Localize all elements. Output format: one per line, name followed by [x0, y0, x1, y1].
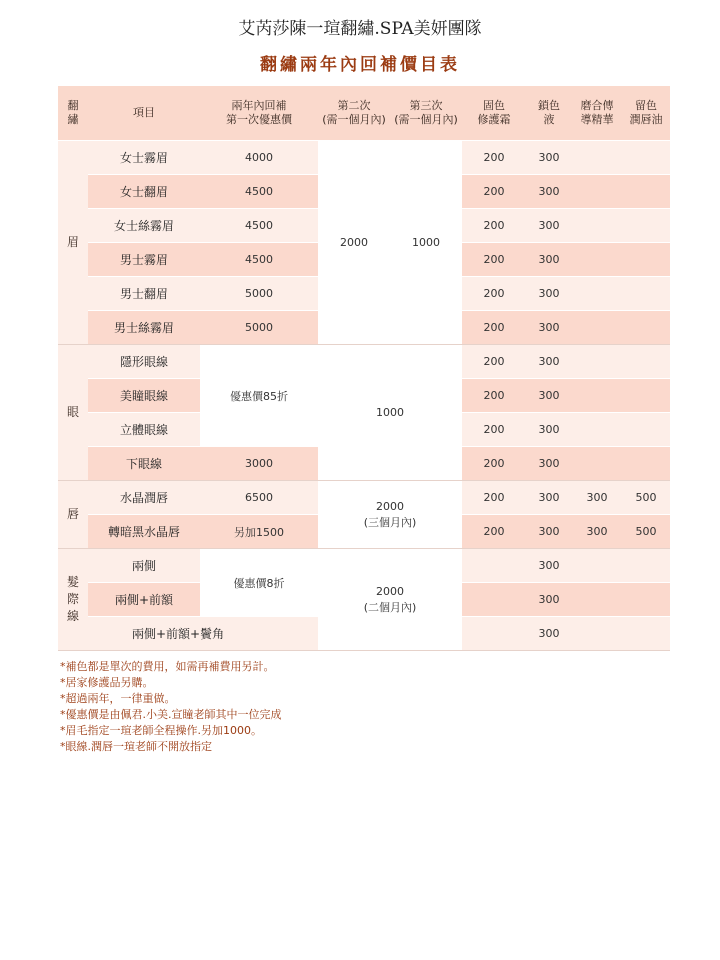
- item-name: 兩側: [88, 549, 200, 583]
- lock-price: 300: [526, 515, 572, 549]
- lock-price: 300: [526, 277, 572, 311]
- item-name: 兩側+前額: [88, 583, 200, 617]
- header-category: 翻 繡: [58, 86, 88, 141]
- essence-price: [572, 243, 622, 277]
- oil-price: [622, 413, 670, 447]
- header-second: 第二次 (需一個月內): [318, 86, 390, 141]
- essence-price: [572, 583, 622, 617]
- lock-price: 300: [526, 141, 572, 175]
- header-lip-oil: 留色 潤唇油: [622, 86, 670, 141]
- table-row: [58, 345, 670, 379]
- lock-price: 300: [526, 379, 572, 413]
- hair-second-price: 2000 (二個月內): [318, 549, 462, 651]
- first-price: 4500: [200, 209, 318, 243]
- table-row: [58, 141, 670, 175]
- oil-price: [622, 583, 670, 617]
- fix-price: 200: [462, 481, 526, 515]
- essence-price: [572, 413, 622, 447]
- brow-third-price: 1000: [390, 141, 462, 345]
- table-row: [58, 481, 670, 515]
- first-price: 5000: [200, 311, 318, 345]
- header-item: 項目: [88, 86, 200, 141]
- essence-price: 300: [572, 515, 622, 549]
- oil-price: [622, 243, 670, 277]
- essence-price: [572, 549, 622, 583]
- lock-price: 300: [526, 617, 572, 651]
- table-header-row: [58, 86, 670, 141]
- fix-price: 200: [462, 209, 526, 243]
- essence-price: [572, 209, 622, 243]
- oil-price: [622, 379, 670, 413]
- lock-price: 300: [526, 481, 572, 515]
- essence-price: [572, 175, 622, 209]
- fix-price: 200: [462, 345, 526, 379]
- item-name: 男士絲霧眉: [88, 311, 200, 345]
- table-subtitle: 翻繡兩年內回補價目表: [260, 55, 460, 75]
- fix-price: [462, 549, 526, 583]
- item-name: 女士霧眉: [88, 141, 200, 175]
- header-first: 兩年內回補 第一次優惠價: [200, 86, 318, 141]
- item-name: 水晶潤唇: [88, 481, 200, 515]
- footnote: *眉毛指定一瑄老師全程操作.另加1000。: [60, 724, 262, 737]
- essence-price: [572, 345, 622, 379]
- oil-price: [622, 345, 670, 379]
- fix-price: [462, 583, 526, 617]
- header-lock-liquid: 鎖色 液: [526, 86, 572, 141]
- oil-price: [622, 209, 670, 243]
- fix-price: 200: [462, 175, 526, 209]
- lock-price: 300: [526, 583, 572, 617]
- lock-price: 300: [526, 209, 572, 243]
- table-row: [58, 549, 670, 583]
- price-table: [58, 86, 670, 651]
- footnote: *眼線.潤唇一瑄老師不開放指定: [60, 740, 212, 753]
- fix-price: 200: [462, 379, 526, 413]
- item-name: 男士霧眉: [88, 243, 200, 277]
- oil-price: 500: [622, 481, 670, 515]
- item-name: 隱形眼線: [88, 345, 200, 379]
- lock-price: 300: [526, 413, 572, 447]
- essence-price: [572, 311, 622, 345]
- item-name: 兩側+前額+鬢角: [88, 617, 318, 651]
- lip-second-price: 2000 (三個月內): [318, 481, 462, 549]
- lock-price: 300: [526, 345, 572, 379]
- item-name: 美瞳眼線: [88, 379, 200, 413]
- oil-price: [622, 549, 670, 583]
- hair-first-discount: 優惠價8折: [200, 549, 318, 617]
- footnotes: [60, 659, 282, 755]
- fix-price: 200: [462, 141, 526, 175]
- item-name: 下眼線: [88, 447, 200, 481]
- first-price: 6500: [200, 481, 318, 515]
- lock-price: 300: [526, 175, 572, 209]
- first-price: 3000: [200, 447, 318, 481]
- footnote: *超過兩年，一律重做。: [60, 692, 176, 705]
- brow-second-price: 2000: [318, 141, 390, 345]
- item-name: 女士絲霧眉: [88, 209, 200, 243]
- item-name: 轉暗黑水晶唇: [88, 515, 200, 549]
- eye-second-price: 1000: [318, 345, 462, 481]
- footnote: *居家修護品另購。: [60, 676, 154, 689]
- first-price: 4500: [200, 243, 318, 277]
- item-name: 立體眼線: [88, 413, 200, 447]
- item-name: 女士翻眉: [88, 175, 200, 209]
- oil-price: [622, 277, 670, 311]
- essence-price: [572, 447, 622, 481]
- lock-price: 300: [526, 243, 572, 277]
- essence-price: 300: [572, 481, 622, 515]
- eye-first-discount: 優惠價85折: [200, 345, 318, 447]
- fix-price: 200: [462, 515, 526, 549]
- lock-price: 300: [526, 549, 572, 583]
- oil-price: [622, 175, 670, 209]
- oil-price: 500: [622, 515, 670, 549]
- essence-price: [572, 277, 622, 311]
- first-price: 4500: [200, 175, 318, 209]
- category-brow: 眉: [58, 141, 88, 345]
- category-hairline: 髮 際 線: [58, 549, 88, 651]
- footnote: *補色都是單次的費用，如需再補費用另計。: [60, 660, 275, 673]
- page-title: 艾芮莎陳一瑄翻繡.SPA美妍團隊: [238, 19, 482, 39]
- first-price: 4000: [200, 141, 318, 175]
- fix-price: 200: [462, 413, 526, 447]
- fix-price: [462, 617, 526, 651]
- oil-price: [622, 311, 670, 345]
- item-name: 男士翻眉: [88, 277, 200, 311]
- essence-price: [572, 617, 622, 651]
- oil-price: [622, 617, 670, 651]
- first-price: 另加1500: [200, 515, 318, 549]
- lock-price: 300: [526, 447, 572, 481]
- fix-price: 200: [462, 447, 526, 481]
- lock-price: 300: [526, 311, 572, 345]
- header-third: 第三次 (需一個月內): [390, 86, 462, 141]
- essence-price: [572, 141, 622, 175]
- category-lip: 唇: [58, 481, 88, 549]
- fix-price: 200: [462, 243, 526, 277]
- header-fix-cream: 固色 修護霜: [462, 86, 526, 141]
- footnote: *優惠價是由佩君.小美.宣瞳老師其中一位完成: [60, 708, 282, 721]
- fix-price: 200: [462, 311, 526, 345]
- first-price: 5000: [200, 277, 318, 311]
- header-essence: 磨合傳 導精華: [572, 86, 622, 141]
- oil-price: [622, 141, 670, 175]
- essence-price: [572, 379, 622, 413]
- category-eye: 眼: [58, 345, 88, 481]
- oil-price: [622, 447, 670, 481]
- fix-price: 200: [462, 277, 526, 311]
